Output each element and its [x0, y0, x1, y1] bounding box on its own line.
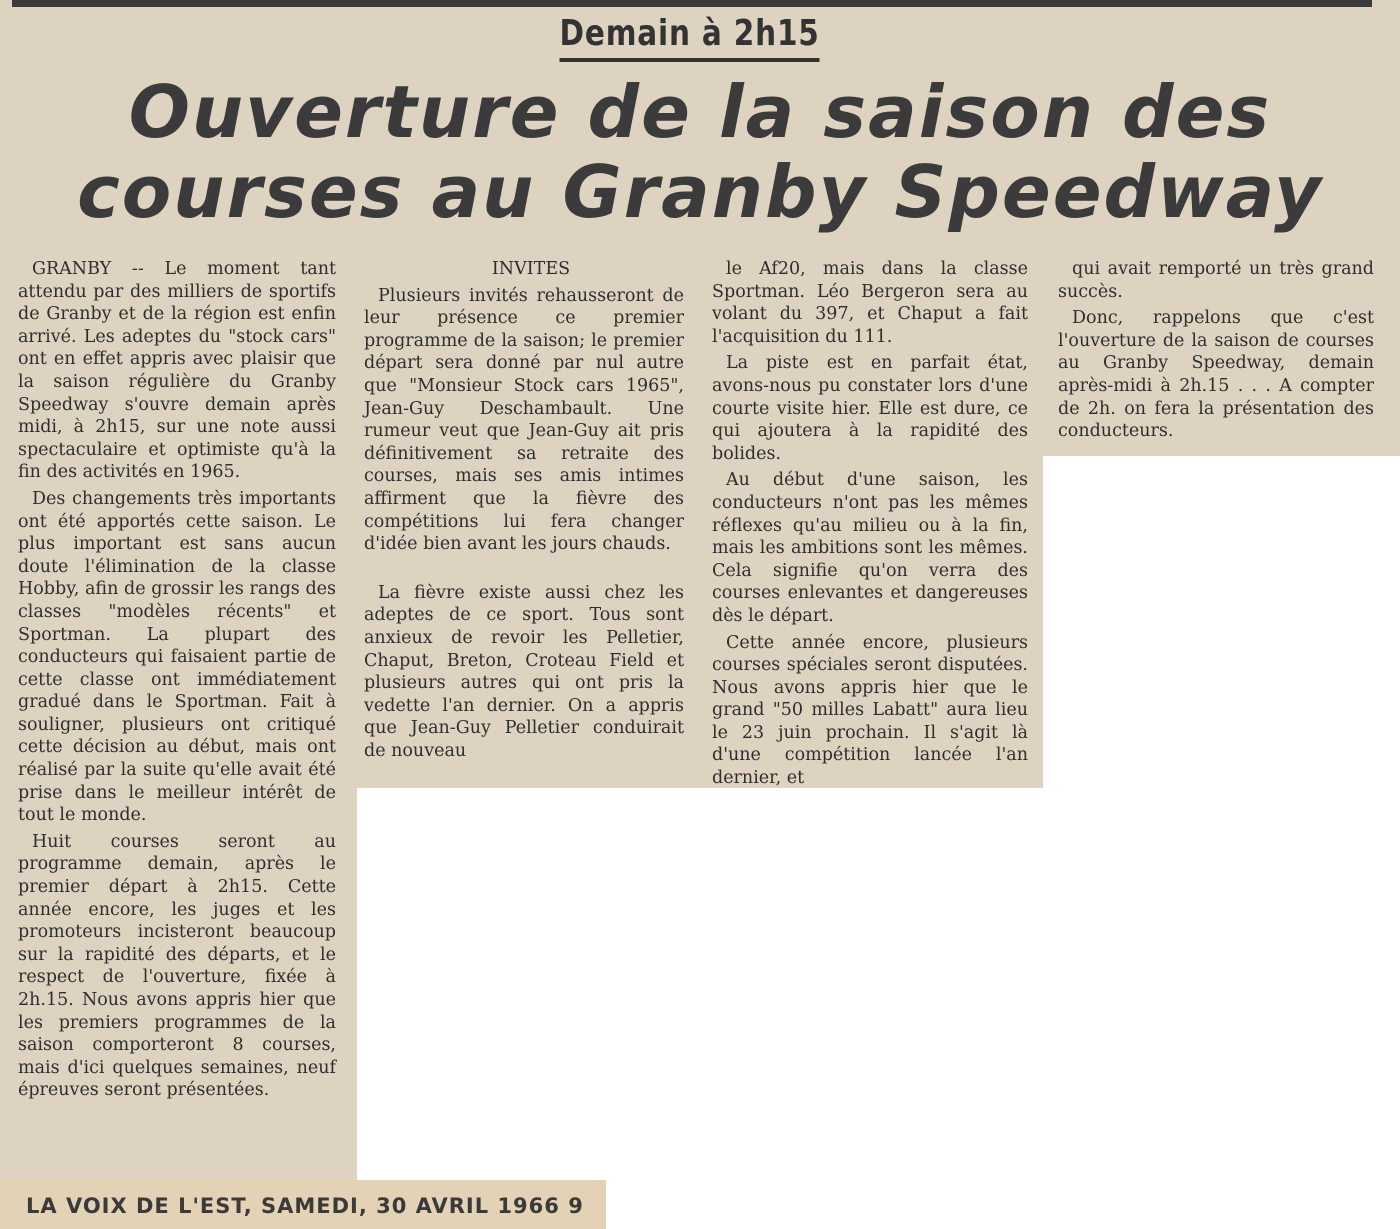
- paragraph: La piste est en parfait état, avons-nous pu constater lors d'une courte visite hier. Elle est dure, ce qui ajoutera à la rapidité des bolides.: [712, 353, 1028, 464]
- kicker-text: Demain à 2h15: [560, 12, 820, 62]
- paragraph: La fièvre existe aussi chez les adeptes de ce sport. Tous sont anxieux de revoir les Pelletier, Chaput, Breton, Croteau Field et plusieurs autres qui ont pris la vedette l'an dernier. On a appris que Jean-Guy Pelletier conduirait de nouveau: [364, 582, 684, 761]
- article-column-4: [1058, 258, 1374, 447]
- article-column-1: [18, 258, 336, 1106]
- column-gap: [364, 560, 684, 582]
- page-number: 9: [568, 1194, 584, 1218]
- paragraph: qui avait remporté un très grand succès.: [1058, 259, 1374, 302]
- paragraph: GRANBY -- Le moment tant attendu par des milliers de sportifs de Granby et de la région est enfin arrivé. Les adeptes du "stock cars" ont en effet appris avec plaisir que la saison régulière du Granby Speedway s'ouvre demain après midi, à 2h15, sur une note aussi spectaculaire et optimiste qu'à la fin des activités en 1965.: [18, 259, 336, 483]
- subhead-invites: INVITES: [491, 259, 571, 279]
- article-column-2: [364, 258, 684, 766]
- publication-name-date: LA VOIX DE L'EST, SAMEDI, 30 AVRIL 1966: [26, 1194, 560, 1218]
- paragraph: Plusieurs invités rehausseront de leur présence ce premier programme de la saison; le premier départ sera donné par nul autre que "Monsieur Stock cars 1965", Jean-Guy Deschambault. Une rumeur veut que Jean-Guy ait pris définitivement sa retraite des courses, mais ses amis intimes affirment que la fièvre des compétitions lui fera changer d'idée bien avant les jours chauds.: [364, 285, 684, 555]
- paragraph: Des changements très importants ont été apportés cette saison. Le plus important est sans aucun doute l'élimination de la classe Hobby, afin de grossir les rangs des classes "modèles récents" et Sportman. La plupart des conducteurs qui faisaient partie de cette classe ont immédiatement gradué dans le Sportman. Fait à souligner, plusieurs ont critiqué cette décision au début, mais ont réalisé par la suite qu'elle avait été prise dans le meilleur intérêt de tout le monde.: [18, 488, 336, 826]
- paragraph: Donc, rappelons que c'est l'ouverture de la saison de courses au Granby Speedway, demain après-midi à 2h.15 . . . A compter de 2h. on fera la présentation des conducteurs.: [1058, 308, 1374, 442]
- paragraph: Huit courses seront au programme demain, après le premier départ à 2h15. Cette année encore, les juges et les promoteurs incisteront beaucoup sur la rapidité des départs, et le respect de l'ouverture, fixée à 2h.15. Nous avons appris hier que les premiers programmes de la saison comporteront 8 courses, mais d'ici quelques semaines, neuf épreuves seront présentées.: [18, 831, 336, 1101]
- article-column-3: [712, 258, 1028, 794]
- top-rule: [12, 0, 1372, 7]
- headline-line-2: courses au Granby Speedway: [77, 150, 1323, 234]
- headline: [0, 72, 1400, 232]
- paragraph: le Af20, mais dans la classe Sportman. Léo Bergeron sera au volant du 397, et Chaput a fait l'acquisition du 111.: [712, 259, 1028, 347]
- publication-credit: [26, 1192, 584, 1220]
- kicker: [0, 12, 1380, 62]
- paragraph: Au début d'une saison, les conducteurs n'ont pas les mêmes réflexes qu'au milieu ou à la fin, mais les ambitions sont les mêmes. Cela signifie qu'on verra des courses enlevantes et dangereuses dès le départ.: [712, 470, 1028, 626]
- headline-line-1: Ouverture de la saison des: [128, 70, 1272, 154]
- paragraph: Cette année encore, plusieurs courses spéciales seront disputées. Nous avons appris hier que le grand "50 milles Labatt" aura lieu le 23 juin prochain. Il s'agit là d'une compétition lancée l'an dernier, et: [712, 632, 1028, 789]
